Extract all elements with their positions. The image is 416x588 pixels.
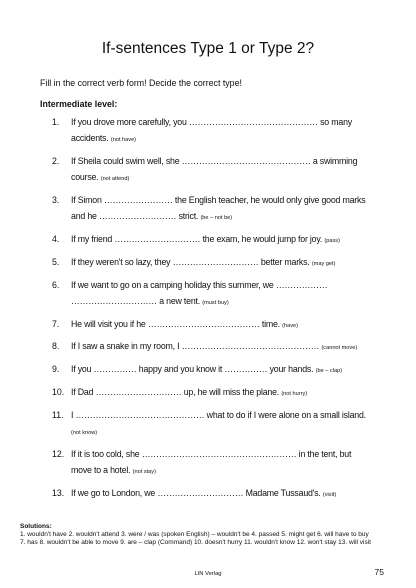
verb-hint: (not know): [71, 429, 98, 436]
solutions-heading: Solutions:: [20, 523, 52, 530]
sentence-text: If Dad ………………………… up, he will miss the plane.: [71, 386, 282, 397]
publisher-footer: LIN Verlag: [194, 571, 222, 577]
exercise-item: [40, 316, 366, 334]
verb-hint: (pass): [324, 238, 340, 244]
sentence-text: If we go to London, we ………………………… Madame Tussaud's.: [71, 487, 323, 498]
verb-hint: (not stay): [132, 468, 156, 475]
exercise-item: [40, 485, 366, 503]
exercise-item: [40, 446, 366, 480]
verb-hint: (have): [282, 322, 299, 329]
item-number: 6.: [52, 279, 60, 290]
sentence-text: If they weren't so lazy, they ………………………… better marks.: [71, 256, 312, 267]
verb-hint: (visit): [322, 491, 337, 498]
item-number: 4.: [52, 234, 60, 244]
exercise-item: [40, 407, 366, 441]
sentence-text: If Simon …………………… the English teacher, he would only give good marks and he ……………………… strict.: [71, 195, 366, 222]
sentence-text: If my friend ………………………… the exam, he would jump for joy.: [71, 234, 325, 244]
verb-hint: (must buy): [202, 299, 229, 306]
sentence-text: He will visit you if he ………………………………… time.: [71, 318, 283, 329]
sentence-text: If you drove more carefully, you ……………………………………… so many accidents.: [71, 117, 352, 144]
sentence-text: I ……………………………………… what to do if I were alone on a small island.: [71, 409, 366, 420]
verb-hint: (not have): [110, 137, 137, 144]
verb-hint: (not hurry): [281, 390, 308, 397]
verb-hint: (may get): [311, 260, 336, 267]
exercise-item: [40, 361, 366, 379]
exercise-item: [40, 254, 366, 272]
page-number: 75: [374, 567, 384, 577]
level-heading: Intermediate level:: [40, 99, 118, 109]
exercise-item: [40, 153, 366, 187]
exercise-item: [40, 192, 366, 226]
exercise-item: [40, 114, 366, 148]
item-number: 2.: [52, 156, 60, 166]
sentence-text: If it is too cold, she ……………………………………………… in the tent, but move to a hotel.: [71, 448, 352, 475]
exercise-list: [40, 114, 366, 503]
exercise-item: [40, 277, 366, 311]
verb-hint: (not attend): [100, 176, 130, 183]
item-number: 1.: [52, 117, 60, 127]
instructions: Fill in the correct verb form! Decide the correct type!: [40, 78, 242, 88]
solutions-text: 1. wouldn't have 2. wouldn't attend 3. were / was (spoken English) – wouldn't be 4. passed 5. might get 6. will have to buy 7. has 8. wouldn't be able to move 9. are – clap (Command) 10. doesn't hurry 11. wouldn't know 12. won't stay 13. will visit: [20, 531, 371, 547]
item-number: 9.: [52, 364, 60, 375]
item-number: 13.: [52, 487, 65, 498]
exercise-item: [40, 338, 366, 356]
page-title: If-sentences Type 1 or Type 2?: [101, 40, 315, 57]
verb-hint: (be – clap): [315, 368, 343, 375]
exercise-item: [40, 384, 366, 402]
verb-hint: (be – not be): [200, 215, 233, 222]
verb-hint: (cannot move): [321, 345, 358, 352]
item-number: 7.: [52, 318, 60, 329]
item-number: 3.: [52, 195, 60, 205]
item-number: 8.: [52, 341, 60, 352]
exercise-item: [40, 231, 366, 249]
item-number: 11.: [52, 409, 64, 420]
sentence-text: If we want to go on a camping holiday this summer, we ……………… ………………………… a new tent.: [71, 279, 328, 306]
sentence-text: If Sheila could swim well, she ……………………………………… a swimming course.: [71, 156, 358, 183]
item-number: 10.: [52, 386, 65, 397]
sentence-text: If you …………… happy and you know it …………… your hands.: [71, 364, 316, 375]
item-number: 12.: [52, 448, 65, 459]
solutions-block: [20, 523, 372, 548]
item-number: 5.: [52, 256, 60, 267]
sentence-text: If I saw a snake in my room, I …………………………………………: [71, 341, 322, 352]
